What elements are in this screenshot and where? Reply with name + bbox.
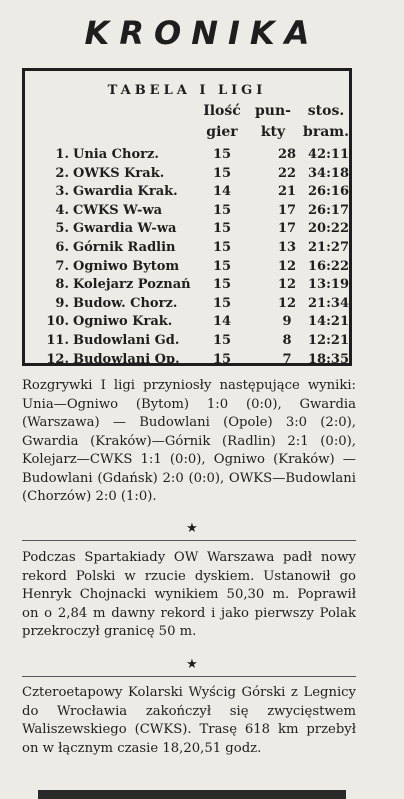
row-games: 14 <box>212 314 232 330</box>
row-team: Kolejarz Poznań <box>73 277 191 293</box>
star-separator: ★ <box>186 657 198 672</box>
table-row <box>25 352 349 371</box>
row-goals: 21:34 <box>308 295 349 311</box>
row-points: 28 <box>277 147 297 162</box>
article-results: Rozgrywki I ligi przyniosły następujące wyniki: Unia—Ogniwo (Bytom) 1:0 (0:0), Gwardia (Warszawa) — Budowlani (Opole) 3:0 (2:0), Gwardia (Kraków)—Górnik (Radlin) 2:1 (0:0), Kolejarz—CWKS 1:1 (0:0), Ogniwo (Kraków) —Budowlani (Gdańsk) 2:0 (0:0), OWKS—Budowlani (Chorzów) 2:0 (1:0). <box>22 378 356 504</box>
row-goals: 12:21 <box>308 333 349 348</box>
article-cycling-race: Czteroetapowy Kolarski Wyścig Górski z Legnicy do Wrocławia zakończył się zwycięstwem Waliszewskiego (CWKS). Trasę 618 km przebył on w łącznym czasie 18,20,51 godz. <box>22 685 356 756</box>
row-team: Unia Chorz. <box>73 147 159 162</box>
column-header-points: pun- kty <box>255 103 291 140</box>
row-position: 4. <box>55 202 69 218</box>
row-points: 13 <box>277 240 297 255</box>
table-row <box>25 203 349 222</box>
table-row <box>25 147 349 166</box>
row-team: Budowlani Gd. <box>73 333 180 348</box>
row-team: Gwardia W-wa <box>73 221 177 237</box>
table-row <box>25 296 349 315</box>
table-row <box>25 259 349 278</box>
row-points: 22 <box>277 165 297 181</box>
row-games: 15 <box>212 258 232 274</box>
row-games: 15 <box>212 240 232 255</box>
row-goals: 34:18 <box>308 165 349 181</box>
row-goals: 20:22 <box>308 221 349 237</box>
row-points: 21 <box>277 184 297 200</box>
row-points: 9 <box>282 314 292 330</box>
row-games: 15 <box>212 147 232 162</box>
bottom-bar <box>38 790 346 799</box>
table-row <box>25 333 349 352</box>
column-header-goals: stos. bram. <box>303 103 349 140</box>
row-points: 12 <box>277 258 297 274</box>
row-position: 7. <box>55 258 69 274</box>
column-header-games: Ilość gier <box>203 103 241 140</box>
row-position: 6. <box>55 240 69 255</box>
row-position: 5. <box>55 221 69 237</box>
star-separator: ★ <box>186 521 198 536</box>
row-team: OWKS Krak. <box>73 165 165 181</box>
row-goals: 18:35 <box>308 351 349 367</box>
row-team: Górnik Radlin <box>73 240 176 255</box>
row-team: Budow. Chorz. <box>73 295 178 311</box>
row-position: 2. <box>55 165 69 181</box>
row-goals: 26:16 <box>308 184 349 200</box>
row-points: 17 <box>277 202 297 218</box>
row-team: CWKS W-wa <box>73 202 163 218</box>
row-team: Gwardia Krak. <box>73 184 178 200</box>
row-position: 9. <box>55 295 69 311</box>
row-position: 11. <box>46 333 69 348</box>
table-title: TABELA I LIGI <box>107 83 267 98</box>
divider <box>22 676 356 677</box>
row-goals: 42:11 <box>308 147 349 162</box>
table-row <box>25 277 349 296</box>
row-games: 15 <box>212 277 232 293</box>
row-team: Ogniwo Bytom <box>73 258 180 274</box>
row-points: 8 <box>282 333 292 348</box>
row-points: 7 <box>282 351 292 367</box>
row-team: Ogniwo Krak. <box>73 314 173 330</box>
divider <box>22 540 356 541</box>
article-discus-record: Podczas Spartakiady OW Warszawa padł nowy rekord Polski w rzucie dyskiem. Ustanowił go Henryk Chojnacki wynikiem 50,30 m. Poprawił on o 2,84 m dawny rekord i jako pierwszy Polak przekroczył granicę 50 m. <box>22 550 356 639</box>
row-team: Budowlani Op. <box>73 351 180 367</box>
row-position: 12. <box>46 351 69 367</box>
page-title: KRONIKA <box>84 14 320 52</box>
table-row <box>25 166 349 185</box>
row-games: 15 <box>212 165 232 181</box>
table-row <box>25 314 349 333</box>
row-points: 12 <box>277 277 297 293</box>
row-games: 14 <box>212 184 232 200</box>
row-games: 15 <box>212 202 232 218</box>
row-goals: 13:19 <box>308 277 349 293</box>
row-position: 1. <box>55 147 69 162</box>
row-goals: 16:22 <box>308 258 349 274</box>
table-row <box>25 240 349 259</box>
row-position: 3. <box>55 184 69 200</box>
row-games: 15 <box>212 295 232 311</box>
row-games: 15 <box>212 221 232 237</box>
row-goals: 14:21 <box>308 314 349 330</box>
row-goals: 26:17 <box>308 202 349 218</box>
row-position: 8. <box>55 277 69 293</box>
row-games: 15 <box>212 333 232 348</box>
row-position: 10. <box>46 314 69 330</box>
row-goals: 21:27 <box>308 240 349 255</box>
row-points: 12 <box>277 295 297 311</box>
table-row <box>25 221 349 240</box>
row-games: 15 <box>212 351 232 367</box>
row-points: 17 <box>277 221 297 237</box>
league-table <box>22 68 352 366</box>
table-row <box>25 184 349 203</box>
